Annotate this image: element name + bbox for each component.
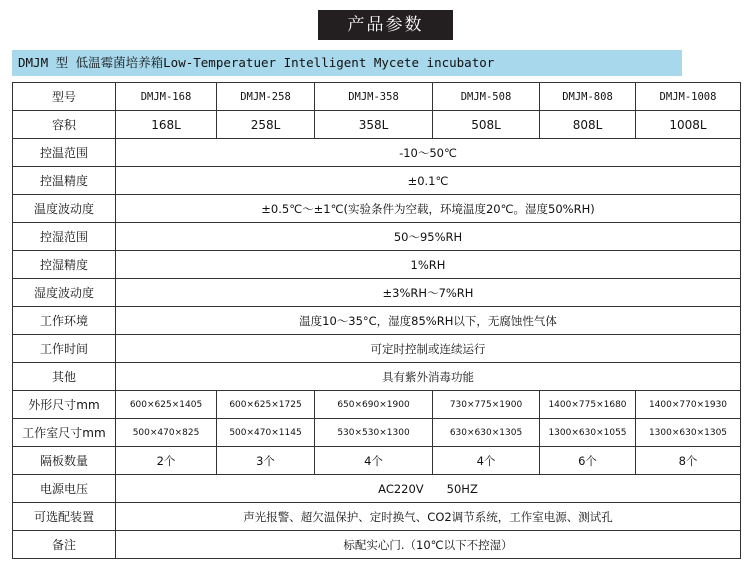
table-row-options [13, 503, 741, 531]
row-label: 隔板数量 [13, 447, 116, 475]
spec-table [12, 82, 741, 559]
row-value: 具有紫外消毒功能 [116, 363, 741, 391]
table-row-remarks [13, 531, 741, 559]
table-row-chamber-size [13, 419, 741, 447]
page-title: 产品参数 [318, 10, 453, 40]
dimension-cell: 1300×630×1055 [540, 419, 636, 447]
capacity-cell: 508L [433, 111, 540, 139]
row-value: AC220V 50HZ [116, 475, 741, 503]
table-row-shelves [13, 447, 741, 475]
model-cell: DMJM-168 [116, 83, 217, 111]
dimension-cell: 600×625×1725 [217, 391, 315, 419]
model-cell: DMJM-258 [217, 83, 315, 111]
row-value: 可定时控制或连续运行 [116, 335, 741, 363]
table-row-capacity [13, 111, 741, 139]
row-value: ±0.5℃～±1℃(实验条件为空载，环境温度20℃。湿度50%RH) [116, 195, 741, 223]
shelf-cell: 8个 [636, 447, 741, 475]
table-row-temp-range [13, 139, 741, 167]
model-cell: DMJM-358 [315, 83, 433, 111]
row-label: 电源电压 [13, 475, 116, 503]
dimension-cell: 1400×770×1930 [636, 391, 741, 419]
row-value: 声光报警、超欠温保护、定时换气、CO2调节系统，工作室电源、测试孔 [116, 503, 741, 531]
row-value: ±0.1℃ [116, 167, 741, 195]
row-label: 可选配装置 [13, 503, 116, 531]
dimension-cell: 500×470×1145 [217, 419, 315, 447]
capacity-cell: 808L [540, 111, 636, 139]
shelf-cell: 2个 [116, 447, 217, 475]
row-value: 1%RH [116, 251, 741, 279]
capacity-cell: 258L [217, 111, 315, 139]
dimension-cell: 530×530×1300 [315, 419, 433, 447]
row-value: 标配实心门.（10℃以下不控湿） [116, 531, 741, 559]
shelf-cell: 4个 [315, 447, 433, 475]
row-label: 控湿精度 [13, 251, 116, 279]
row-label: 控温精度 [13, 167, 116, 195]
table-row-temp-accuracy [13, 167, 741, 195]
dimension-cell: 650×690×1900 [315, 391, 433, 419]
row-label: 工作时间 [13, 335, 116, 363]
model-cell: DMJM-1008 [636, 83, 741, 111]
row-label: 型号 [13, 83, 116, 111]
table-row-humidity-fluctuation [13, 279, 741, 307]
dimension-cell: 500×470×825 [116, 419, 217, 447]
row-label: 控温范围 [13, 139, 116, 167]
row-value: 50～95%RH [116, 223, 741, 251]
row-label: 外形尺寸mm [13, 391, 116, 419]
table-row-work-time [13, 335, 741, 363]
row-label: 工作室尺寸mm [13, 419, 116, 447]
table-row-humidity-range [13, 223, 741, 251]
row-label: 容积 [13, 111, 116, 139]
row-label: 备注 [13, 531, 116, 559]
dimension-cell: 630×630×1305 [433, 419, 540, 447]
row-label: 湿度波动度 [13, 279, 116, 307]
table-row-humidity-accuracy [13, 251, 741, 279]
table-row-power [13, 475, 741, 503]
row-label: 工作环境 [13, 307, 116, 335]
capacity-cell: 168L [116, 111, 217, 139]
dimension-cell: 600×625×1405 [116, 391, 217, 419]
table-row-temp-fluctuation [13, 195, 741, 223]
product-subtitle: DMJM 型 低温霉菌培养箱Low-Temperatuer Intelligent Mycete incubator [12, 50, 682, 76]
dimension-cell: 730×775×1900 [433, 391, 540, 419]
row-value: 温度10～35°C，湿度85%RH以下，无腐蚀性气体 [116, 307, 741, 335]
row-label: 温度波动度 [13, 195, 116, 223]
capacity-cell: 1008L [636, 111, 741, 139]
dimension-cell: 1400×775×1680 [540, 391, 636, 419]
table-row-environment [13, 307, 741, 335]
row-label: 控湿范围 [13, 223, 116, 251]
row-value: ±3%RH～7%RH [116, 279, 741, 307]
model-cell: DMJM-508 [433, 83, 540, 111]
shelf-cell: 3个 [217, 447, 315, 475]
row-value: -10～50℃ [116, 139, 741, 167]
table-row-other [13, 363, 741, 391]
table-row-outer-size [13, 391, 741, 419]
dimension-cell: 1300×630×1305 [636, 419, 741, 447]
table-row-model [13, 83, 741, 111]
row-label: 其他 [13, 363, 116, 391]
shelf-cell: 4个 [433, 447, 540, 475]
capacity-cell: 358L [315, 111, 433, 139]
model-cell: DMJM-808 [540, 83, 636, 111]
shelf-cell: 6个 [540, 447, 636, 475]
